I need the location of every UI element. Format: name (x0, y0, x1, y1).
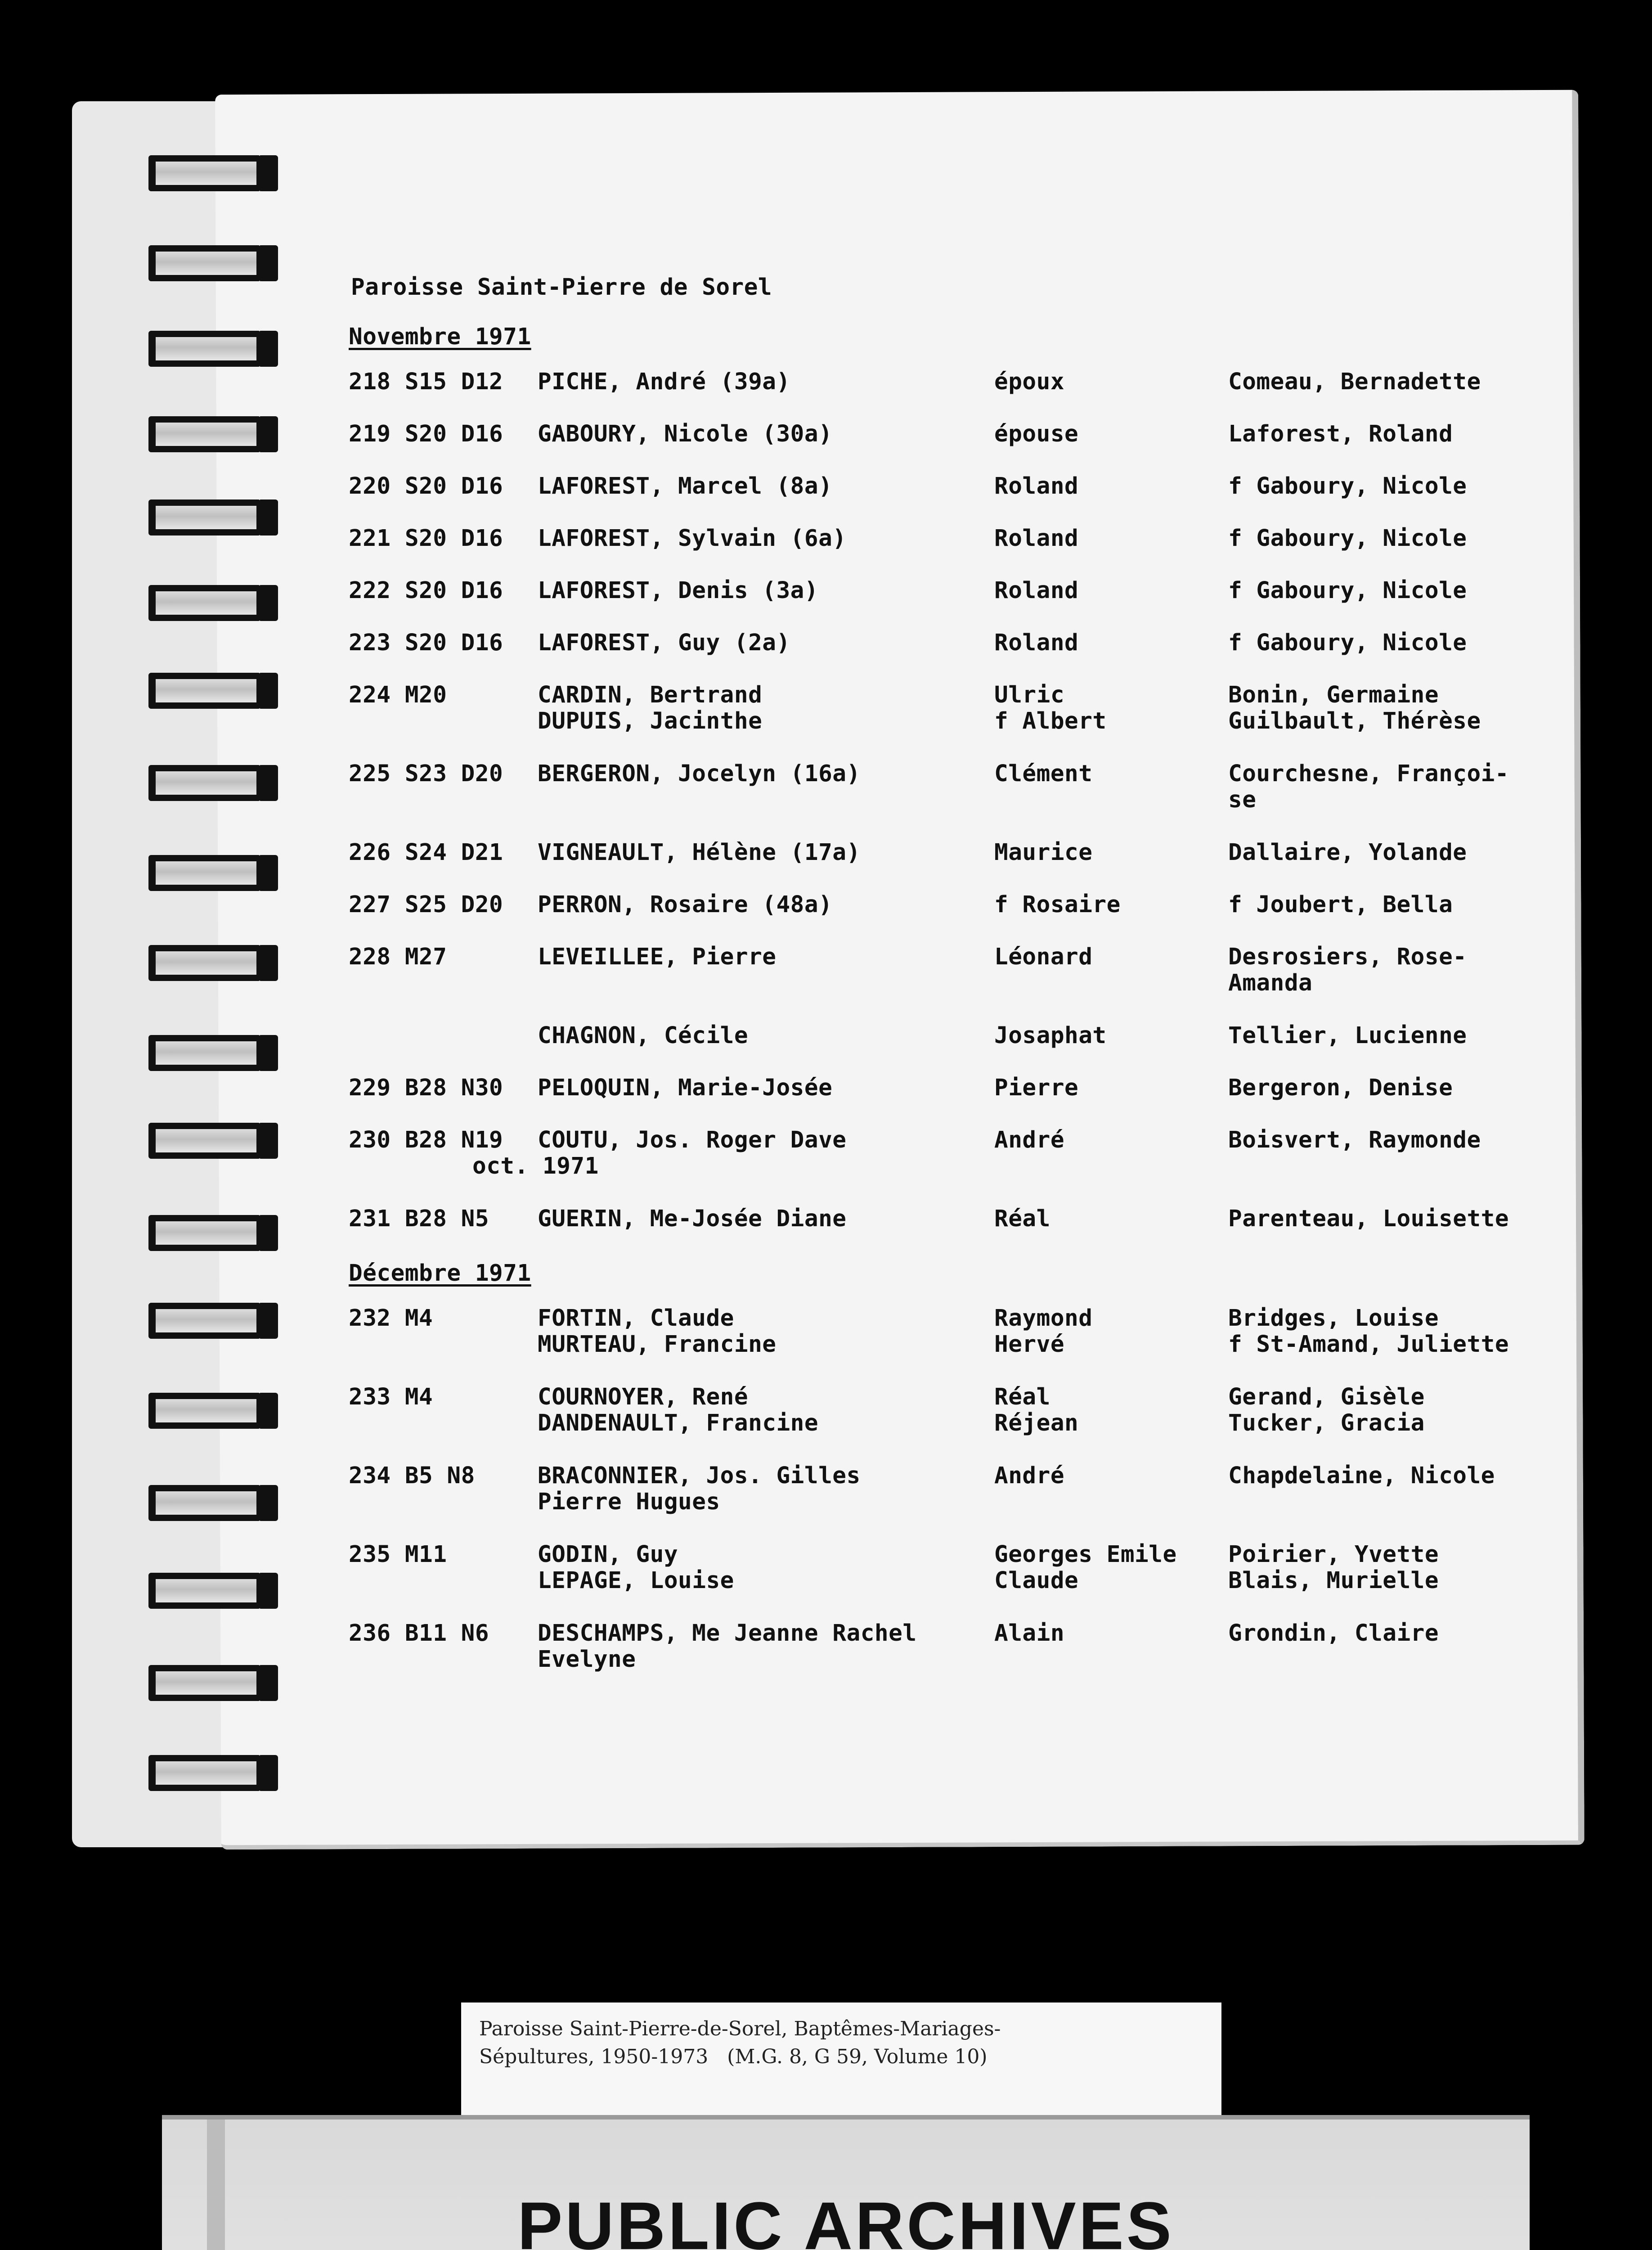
entry-relation-2: f Albert (994, 708, 1107, 734)
entry-name: FORTIN, Claude (538, 1305, 734, 1332)
entry-code: 221 S20 D16 (349, 525, 503, 552)
binding-ring (148, 500, 261, 536)
entry-relation: Léonard (994, 944, 1093, 970)
caption-line-1: Paroisse Saint-Pierre-de-Sorel, Baptêmes-Mariages- (479, 2017, 1001, 2040)
binding-ring (148, 585, 261, 621)
entry-relation-2: Réjean (994, 1410, 1079, 1436)
banner-line-public-archives: PUBLIC ARCHIVES (517, 2188, 1174, 2250)
entry-name: LEVEILLEE, Pierre (538, 944, 777, 970)
entry-name-2: LEPAGE, Louise (538, 1567, 734, 1594)
entry-relation: Roland (994, 473, 1079, 500)
entry-other: Bonin, Germaine (1228, 682, 1439, 708)
binding-ring (148, 155, 261, 191)
entry-code: 235 M11 (349, 1541, 447, 1568)
binding-ring (148, 245, 261, 281)
entry-name: LAFOREST, Marcel (8a) (538, 473, 833, 500)
entry-relation: Clément (994, 760, 1093, 787)
entry-code: 220 S20 D16 (349, 473, 503, 500)
caption-slip (461, 2002, 1221, 2115)
entry-other: Poirier, Yvette (1228, 1541, 1439, 1568)
entry-other-2: Amanda (1228, 970, 1313, 996)
entry-relation: Roland (994, 577, 1079, 604)
entry-relation-2: Hervé (994, 1331, 1065, 1358)
entry-other: Dallaire, Yolande (1228, 839, 1467, 866)
caption-line-2: Sépultures, 1950-1973 (M.G. 8, G 59, Volume 10) (479, 2045, 988, 2068)
entry-relation: Alain (994, 1620, 1065, 1647)
entry-name: PICHE, André (39a) (538, 369, 790, 395)
entry-code: 225 S23 D20 (349, 760, 503, 787)
entry-code: 222 S20 D16 (349, 577, 503, 604)
entry-name-2: DUPUIS, Jacinthe (538, 708, 763, 734)
entry-name: PELOQUIN, Marie-Josée (538, 1075, 833, 1101)
entry-other: Laforest, Roland (1228, 421, 1453, 447)
entry-name-2: MURTEAU, Francine (538, 1331, 777, 1358)
binding-ring (148, 1035, 261, 1071)
entry-other-2: f St-Amand, Juliette (1228, 1331, 1509, 1358)
entry-other-2: se (1228, 787, 1257, 813)
entry-relation: Roland (994, 630, 1079, 656)
entry-name: DESCHAMPS, Me Jeanne Rachel (538, 1620, 917, 1647)
entry-relation: André (994, 1462, 1065, 1489)
entry-other: Tellier, Lucienne (1228, 1022, 1467, 1049)
binding-ring (148, 765, 261, 801)
month-heading: Décembre 1971 (349, 1260, 531, 1287)
entry-name: CHAGNON, Cécile (538, 1022, 749, 1049)
entry-relation: Raymond (994, 1305, 1093, 1332)
binding-ring (148, 673, 261, 709)
entry-code: 219 S20 D16 (349, 421, 503, 447)
binding-ring (148, 1393, 261, 1429)
entry-name-2: DANDENAULT, Francine (538, 1410, 819, 1436)
entry-name: GABOURY, Nicole (30a) (538, 421, 833, 447)
entry-other-2: Guilbault, Thérèse (1228, 708, 1481, 734)
entry-other: Bridges, Louise (1228, 1305, 1439, 1332)
entry-code: 223 S20 D16 (349, 630, 503, 656)
entry-other: Grondin, Claire (1228, 1620, 1439, 1647)
binding-ring (148, 1573, 261, 1609)
binding-ring (148, 331, 261, 367)
entry-relation: Réal (994, 1384, 1050, 1410)
entry-name: BERGERON, Jocelyn (16a) (538, 760, 861, 787)
entry-relation: Pierre (994, 1075, 1079, 1101)
entry-name-2: Pierre Hugues (538, 1489, 720, 1515)
binding-ring (148, 855, 261, 891)
entry-name-2: Evelyne (538, 1646, 636, 1673)
entry-code: 236 B11 N6 (349, 1620, 489, 1647)
entry-relation: Ulric (994, 682, 1065, 708)
entry-other: Chapdelaine, Nicole (1228, 1462, 1495, 1489)
entry-name: GODIN, Guy (538, 1541, 678, 1568)
binding-ring (148, 945, 261, 981)
entry-other: Desrosiers, Rose- (1228, 944, 1467, 970)
entry-other: f Gaboury, Nicole (1228, 525, 1467, 552)
entry-name: VIGNEAULT, Hélène (17a) (538, 839, 861, 866)
binding-ring (148, 1303, 261, 1339)
entry-name: LAFOREST, Guy (2a) (538, 630, 790, 656)
entry-relation: épouse (994, 421, 1079, 447)
binding-ring (148, 1215, 261, 1251)
entry-relation: Roland (994, 525, 1079, 552)
entry-name: LAFOREST, Sylvain (6a) (538, 525, 847, 552)
entry-other-2: Tucker, Gracia (1228, 1410, 1425, 1436)
entry-other: f Joubert, Bella (1228, 891, 1453, 918)
entry-other: Courchesne, Françoi- (1228, 760, 1509, 787)
entry-code: 232 M4 (349, 1305, 433, 1332)
entry-relation-2: Claude (994, 1567, 1079, 1594)
entry-other: Gerand, Gisèle (1228, 1384, 1425, 1410)
entry-code: 218 S15 D12 (349, 369, 503, 395)
binding-ring (148, 1123, 261, 1159)
entry-other: Bergeron, Denise (1228, 1075, 1453, 1101)
entry-relation: f Rosaire (994, 891, 1121, 918)
entry-relation: époux (994, 369, 1065, 395)
entry-name: BRACONNIER, Jos. Gilles (538, 1462, 861, 1489)
entry-name: LAFOREST, Denis (3a) (538, 577, 819, 604)
entry-code: 226 S24 D21 (349, 839, 503, 866)
binding-ring (148, 1755, 261, 1791)
entry-other-2: Blais, Murielle (1228, 1567, 1439, 1594)
entry-relation: Georges Emile (994, 1541, 1177, 1568)
entry-name: COUTU, Jos. Roger Dave (538, 1127, 847, 1153)
entry-code: 228 M27 (349, 944, 447, 970)
entry-other: f Gaboury, Nicole (1228, 473, 1467, 500)
parish-title: Paroisse Saint-Pierre de Sorel (351, 274, 772, 301)
entry-code: 234 B5 N8 (349, 1462, 475, 1489)
entry-other: Boisvert, Raymonde (1228, 1127, 1481, 1153)
entry-code: 227 S25 D20 (349, 891, 503, 918)
entry-code-date: oct. 1971 (472, 1153, 599, 1179)
entry-other: Parenteau, Louisette (1228, 1206, 1509, 1232)
entry-name: CARDIN, Bertrand (538, 682, 763, 708)
entry-relation: Maurice (994, 839, 1093, 866)
entry-other: Comeau, Bernadette (1228, 369, 1481, 395)
binding-ring (148, 1485, 261, 1521)
archives-banner (162, 2115, 1530, 2250)
month-heading: Novembre 1971 (349, 324, 531, 350)
entry-relation: Réal (994, 1206, 1050, 1232)
entry-code: 231 B28 N5 (349, 1206, 489, 1232)
entry-name: GUERIN, Me-Josée Diane (538, 1206, 847, 1232)
entry-relation: André (994, 1127, 1065, 1153)
entry-code: 224 M20 (349, 682, 447, 708)
entry-code: 233 M4 (349, 1384, 433, 1410)
binding-ring (148, 1665, 261, 1701)
entry-other: f Gaboury, Nicole (1228, 630, 1467, 656)
entry-code: 230 B28 N19 (349, 1127, 503, 1153)
entry-other: f Gaboury, Nicole (1228, 577, 1467, 604)
entry-name: PERRON, Rosaire (48a) (538, 891, 833, 918)
entry-code: 229 B28 N30 (349, 1075, 503, 1101)
entry-name: COURNOYER, René (538, 1384, 749, 1410)
binding-ring (148, 416, 261, 452)
entry-relation: Josaphat (994, 1022, 1107, 1049)
